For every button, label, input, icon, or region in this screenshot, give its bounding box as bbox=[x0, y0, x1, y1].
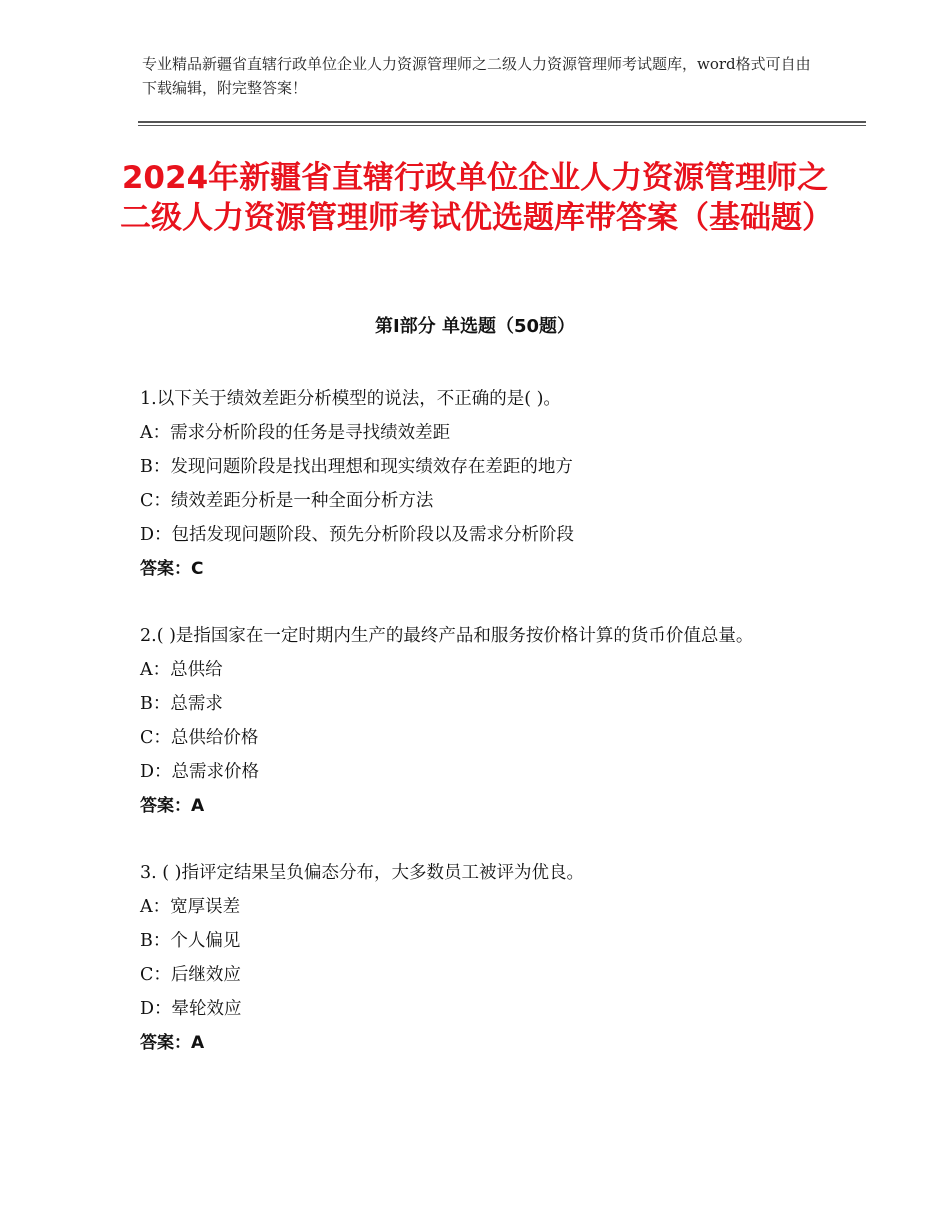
option-d: D：总需求价格 bbox=[140, 762, 260, 782]
question-stem: 1.以下关于绩效差距分析模型的说法，不正确的是( )。 bbox=[140, 389, 561, 409]
option-c: C：总供给价格 bbox=[140, 728, 259, 748]
answer: 答案：A bbox=[140, 1033, 205, 1053]
question-stem: 3. ( )指评定结果呈负偏态分布，大多数员工被评为优良。 bbox=[140, 863, 584, 883]
option-a: A：宽厚误差 bbox=[140, 897, 241, 917]
header-note: 专业精品新疆省直辖行政单位企业人力资源管理师之二级人力资源管理师考试题库，word格式可自由下载编辑，附完整答案！ bbox=[142, 55, 811, 97]
document-title: 2024年新疆省直辖行政单位企业人力资源管理师之二级人力资源管理师考试优选题库带答案（基础题） bbox=[120, 160, 833, 236]
option-b: B：个人偏见 bbox=[140, 931, 241, 951]
header-divider-thin bbox=[138, 125, 866, 126]
option-b: B：总需求 bbox=[140, 694, 223, 714]
option-b: B：发现问题阶段是找出理想和现实绩效存在差距的地方 bbox=[140, 457, 573, 477]
option-c: C：后继效应 bbox=[140, 965, 241, 985]
option-d: D：晕轮效应 bbox=[140, 999, 242, 1019]
option-c: C：绩效差距分析是一种全面分析方法 bbox=[140, 491, 434, 511]
answer: 答案：A bbox=[140, 796, 205, 816]
option-a: A：需求分析阶段的任务是寻找绩效差距 bbox=[140, 423, 451, 443]
option-d: D：包括发现问题阶段、预先分析阶段以及需求分析阶段 bbox=[140, 525, 575, 545]
section-title: 第Ⅰ部分 单选题（50题） bbox=[374, 316, 575, 337]
question-2 bbox=[140, 619, 820, 823]
header-divider-thick bbox=[138, 121, 866, 123]
answer: 答案：C bbox=[140, 559, 204, 579]
option-a: A：总供给 bbox=[140, 660, 223, 680]
question-3 bbox=[140, 856, 820, 1060]
question-1 bbox=[140, 382, 820, 586]
question-list bbox=[140, 382, 820, 1093]
question-stem: 2.( )是指国家在一定时期内生产的最终产品和服务按价格计算的货币价值总量。 bbox=[140, 626, 754, 646]
